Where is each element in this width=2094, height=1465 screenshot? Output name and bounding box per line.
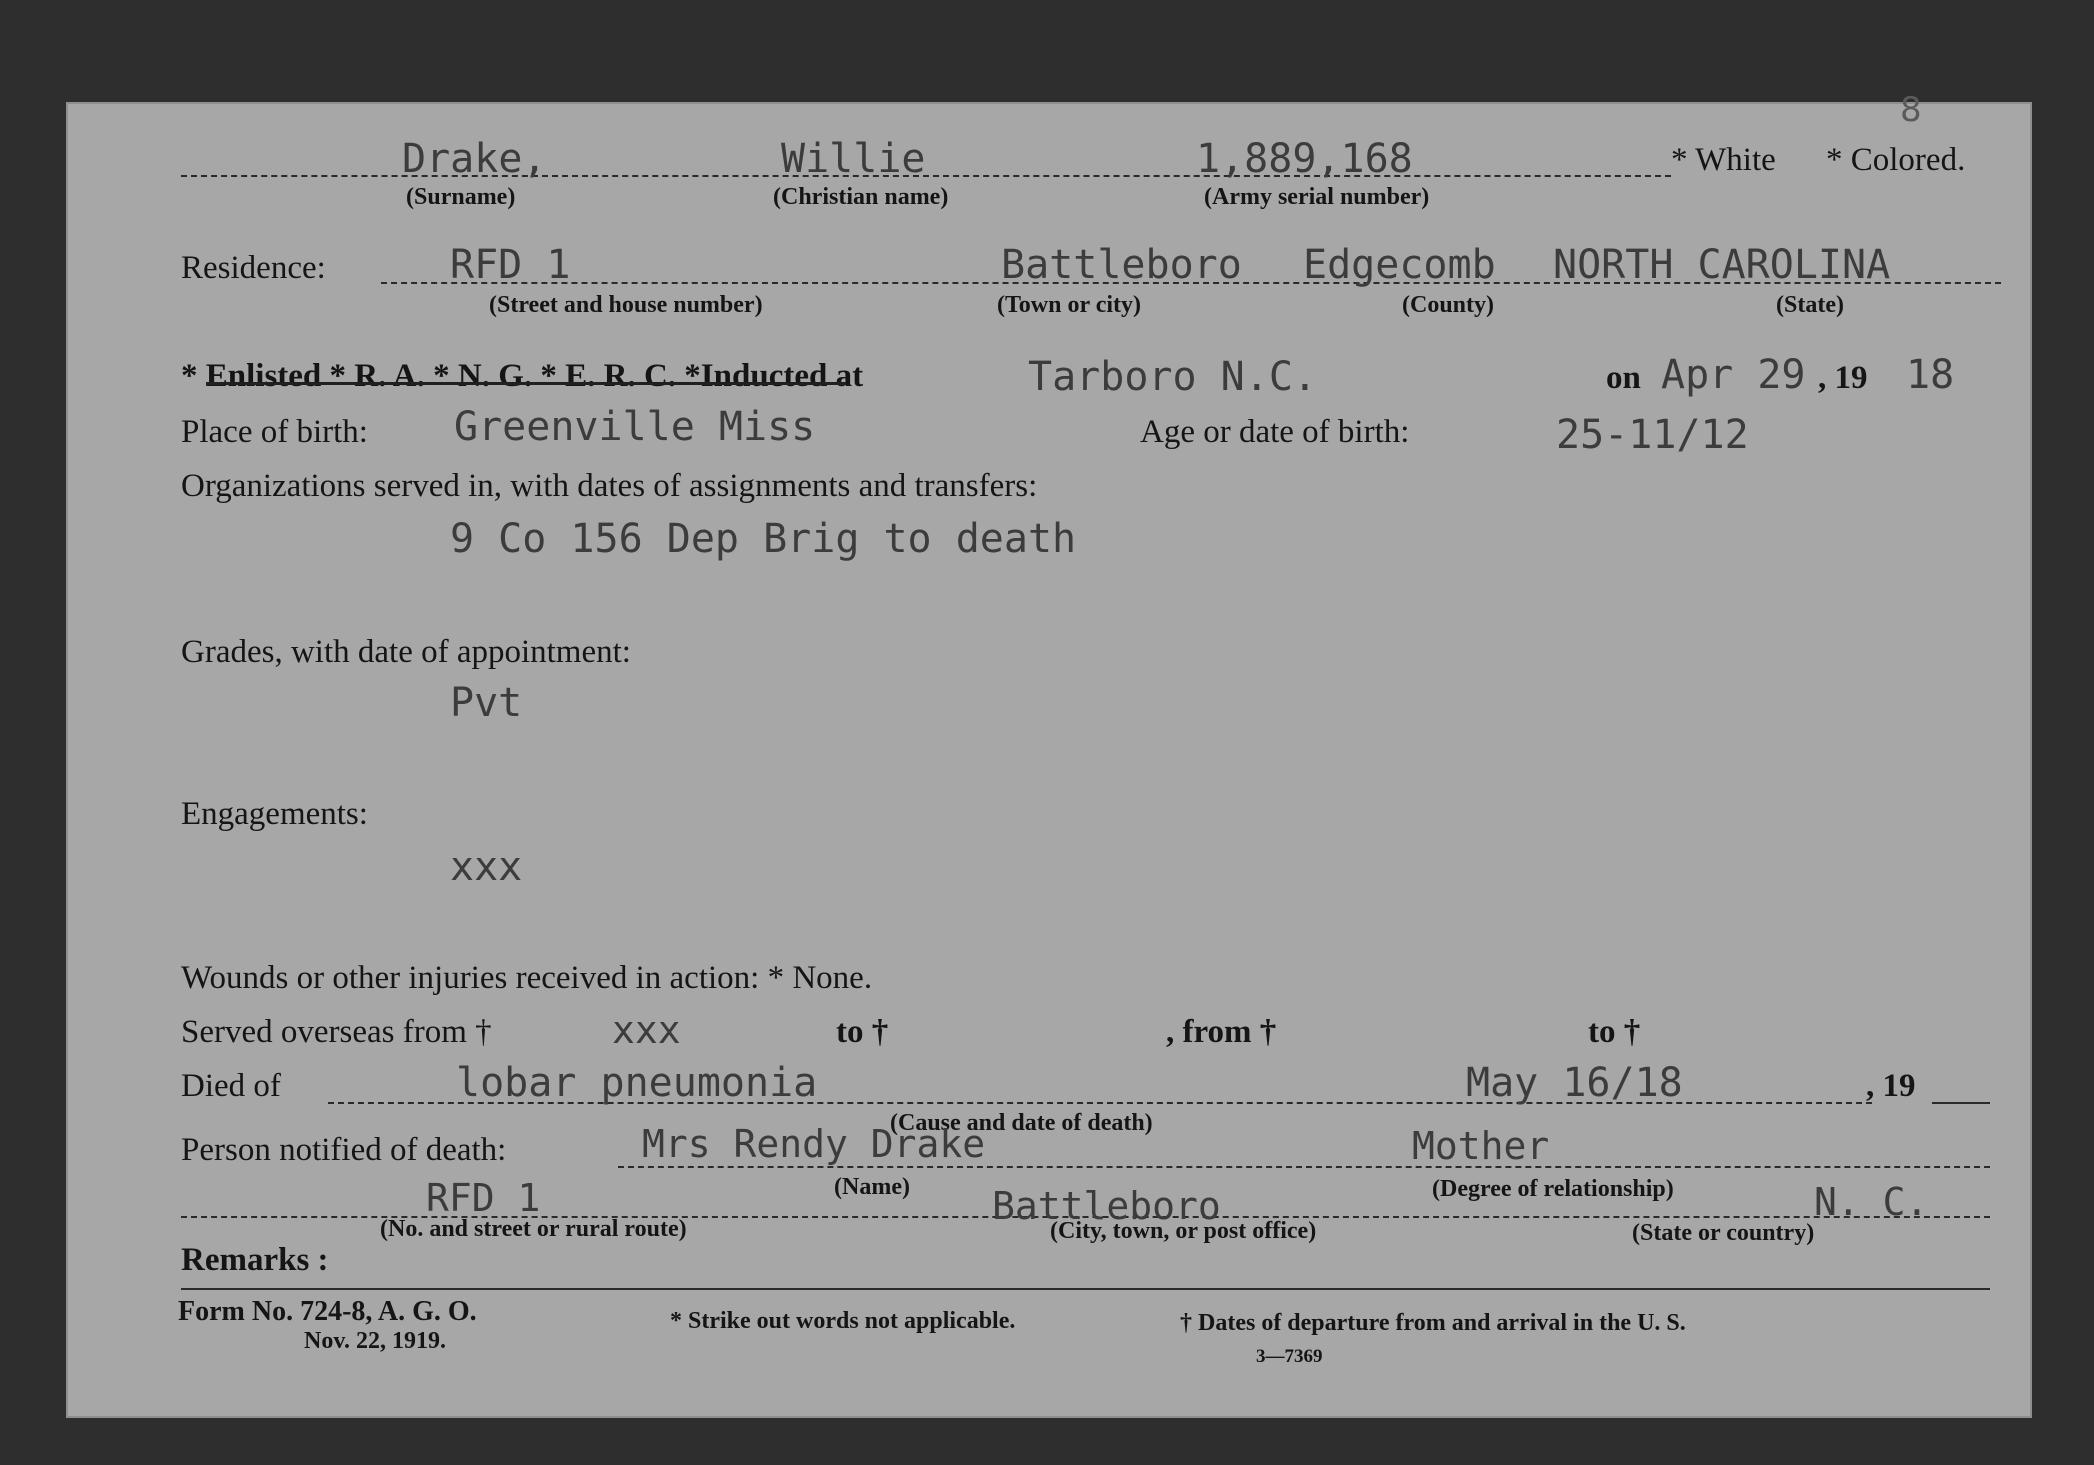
residence-label: Residence: — [181, 250, 326, 286]
notified-name-value: Mrs Rendy Drake — [642, 1122, 986, 1166]
serial-number-value: 1,889,168 — [1196, 136, 1413, 182]
town-label: (Town or city) — [997, 292, 1141, 318]
age-value: 25-11/12 — [1556, 412, 1749, 458]
print-code: 3—7369 — [1256, 1346, 1323, 1367]
notified-address-value: RFD 1 — [426, 1176, 541, 1220]
overseas-label: Served overseas from † — [181, 1014, 492, 1050]
enlistment-label: * Enlisted * R. A. * N. G. * E. R. C. *Inducted at — [181, 358, 864, 394]
state-label: (State) — [1776, 292, 1844, 318]
engagements-label: Engagements: — [181, 796, 368, 832]
card-number: 8 — [1900, 90, 1922, 130]
induction-date-value: Apr 29 — [1661, 352, 1806, 398]
engagements-value: xxx — [450, 844, 523, 890]
cause-of-death-value: lobar pneumonia — [456, 1060, 818, 1106]
street-route-label: (No. and street or rural route) — [380, 1216, 687, 1242]
overseas-from2-label: , from † — [1166, 1014, 1277, 1050]
died-of-label: Died of — [181, 1068, 281, 1104]
induction-on-label: on — [1606, 360, 1641, 396]
overseas-from-value: xxx — [612, 1008, 681, 1052]
residence-street-value: RFD 1 — [450, 242, 571, 288]
place-of-birth-label: Place of birth: — [181, 414, 368, 450]
organizations-label: Organizations served in, with dates of assignments and transfers: — [181, 468, 1038, 504]
dates-note: † Dates of departure from and arrival in the U. S. — [1180, 1310, 1686, 1336]
remarks-label: Remarks : — [181, 1242, 329, 1278]
colored-option: * Colored. — [1826, 142, 1966, 178]
organizations-value: 9 Co 156 Dep Brig to death — [450, 516, 1077, 562]
residence-town-value: Battleboro — [1001, 242, 1242, 288]
strike-note: * Strike out words not applicable. — [670, 1308, 1016, 1334]
date-of-death-value: May 16/18 — [1466, 1060, 1683, 1106]
cause-caption: (Cause and date of death) — [890, 1110, 1153, 1136]
white-option: * White — [1671, 142, 1776, 178]
death-year-line — [1932, 1102, 1990, 1104]
notified-label: Person notified of death: — [181, 1132, 507, 1168]
overseas-to2-label: to † — [1588, 1014, 1641, 1050]
name-label: (Name) — [834, 1174, 910, 1200]
remarks-line — [181, 1288, 1990, 1290]
christian-name-value: Willie — [781, 136, 926, 182]
notified-relationship-value: Mother — [1412, 1124, 1550, 1168]
enlisted-strikeout — [206, 382, 846, 385]
place-of-birth-value: Greenville Miss — [454, 404, 816, 450]
notified-state-value: N. C. — [1814, 1180, 1929, 1224]
relationship-label: (Degree of relationship) — [1432, 1176, 1674, 1202]
street-label: (Street and house number) — [489, 292, 763, 318]
surname-label: (Surname) — [406, 184, 516, 210]
surname-value: Drake, — [402, 136, 547, 182]
age-label: Age or date of birth: — [1140, 414, 1410, 450]
form-date: Nov. 22, 1919. — [304, 1328, 447, 1354]
grades-label: Grades, with date of appointment: — [181, 634, 631, 670]
overseas-to-label: to † — [836, 1014, 889, 1050]
death-year-label: , 19 — [1866, 1068, 1916, 1104]
notified-city-value: Battleboro — [992, 1184, 1221, 1228]
induction-year-suffix: 18 — [1906, 352, 1955, 398]
grades-value: Pvt — [450, 680, 523, 726]
service-record-card — [66, 90, 2032, 1418]
city-post-office-label: (City, town, or post office) — [1050, 1218, 1317, 1244]
notified-line — [618, 1166, 1990, 1168]
induction-place-value: Tarboro N.C. — [1028, 354, 1317, 400]
induction-year-prefix: , 19 — [1818, 360, 1868, 396]
serial-number-label: (Army serial number) — [1204, 184, 1430, 210]
county-label: (County) — [1402, 292, 1495, 318]
wounds-label: Wounds or other injuries received in action: * None. — [181, 960, 873, 996]
state-country-label: (State or country) — [1632, 1220, 1815, 1246]
residence-state-value: NORTH CAROLINA — [1553, 242, 1891, 288]
form-number: Form No. 724-8, A. G. O. — [178, 1296, 477, 1327]
residence-county-value: Edgecomb — [1303, 242, 1496, 288]
christian-name-label: (Christian name) — [773, 184, 949, 210]
